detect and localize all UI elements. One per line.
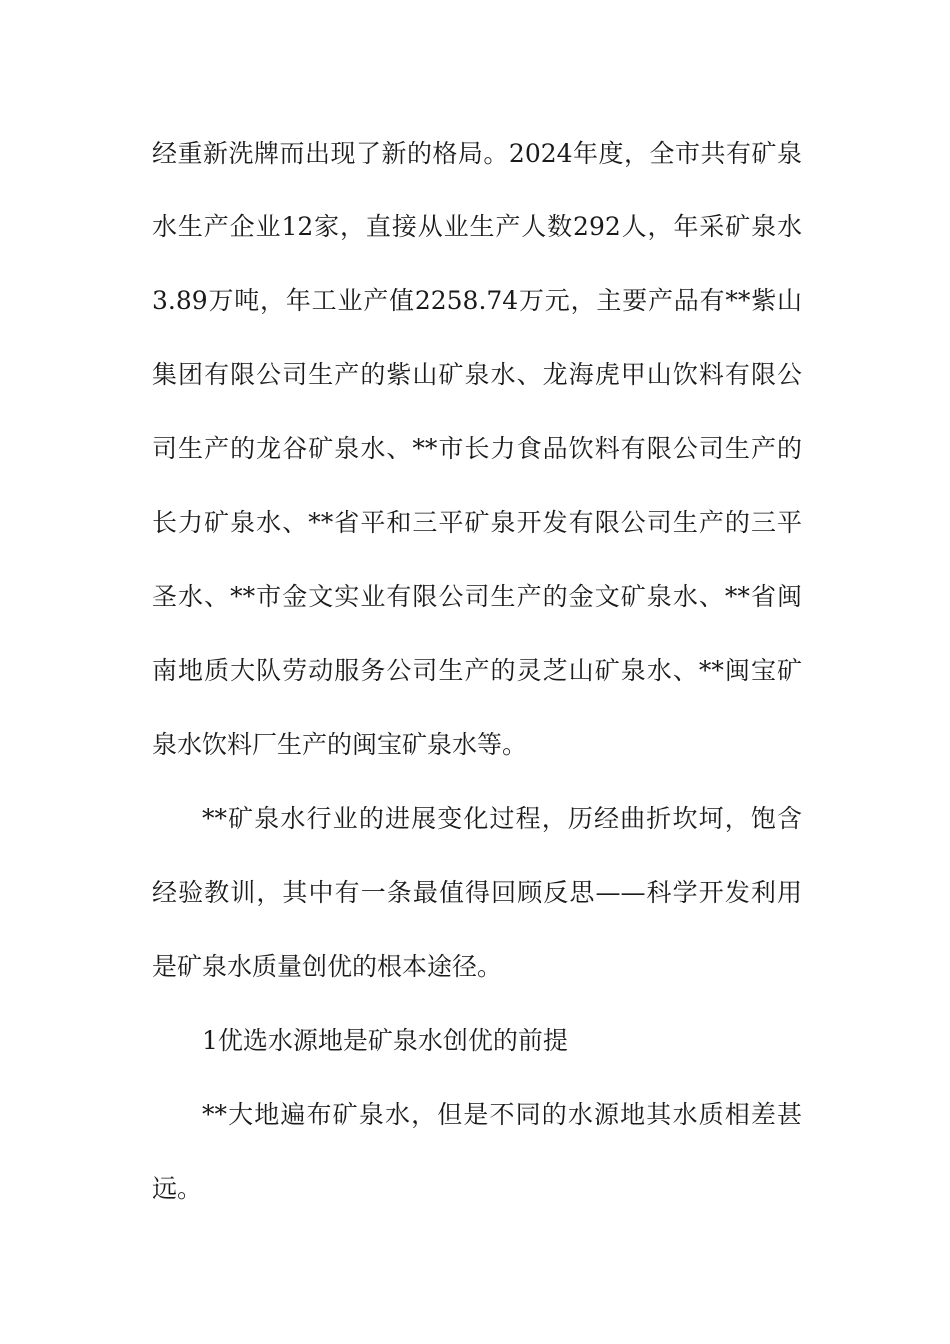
paragraph-line-11: 经验教训，其中有一条最值得回顾反思——科学开发利用 (152, 878, 802, 907)
paragraph-line-6: 长力矿泉水、**省平和三平矿泉开发有限公司生产的三平 (152, 508, 802, 537)
paragraph-line-7: 圣水、**市金文实业有限公司生产的金文矿泉水、**省闽 (152, 582, 802, 611)
paragraph-line-9: 泉水饮料厂生产的闽宝矿泉水等。 (152, 730, 528, 759)
paragraph-line-10: **矿泉水行业的进展变化过程，历经曲折坎坷，饱含 (202, 804, 802, 833)
paragraph-line-15: 远。 (152, 1174, 203, 1203)
paragraph-line-14: **大地遍布矿泉水，但是不同的水源地其水质相差甚 (202, 1100, 802, 1129)
paragraph-line-5: 司生产的龙谷矿泉水、**市长力食品饮料有限公司生产的 (152, 434, 802, 463)
paragraph-line-4: 集团有限公司生产的紫山矿泉水、龙海虎甲山饮料有限公 (152, 360, 802, 389)
paragraph-line-1: 经重新洗牌而出现了新的格局。2024年度，全市共有矿泉 (152, 139, 802, 168)
section-heading: 1优选水源地是矿泉水创优的前提 (202, 1026, 568, 1055)
paragraph-line-8: 南地质大队劳动服务公司生产的灵芝山矿泉水、**闽宝矿 (152, 656, 802, 685)
paragraph-line-3: 3.89万吨，年工业产值2258.74万元，主要产品有**紫山 (152, 286, 802, 315)
paragraph-line-12: 是矿泉水质量创优的根本途径。 (152, 952, 503, 981)
paragraph-line-2: 水生产企业12家，直接从业生产人数292人，年采矿泉水 (152, 212, 802, 241)
